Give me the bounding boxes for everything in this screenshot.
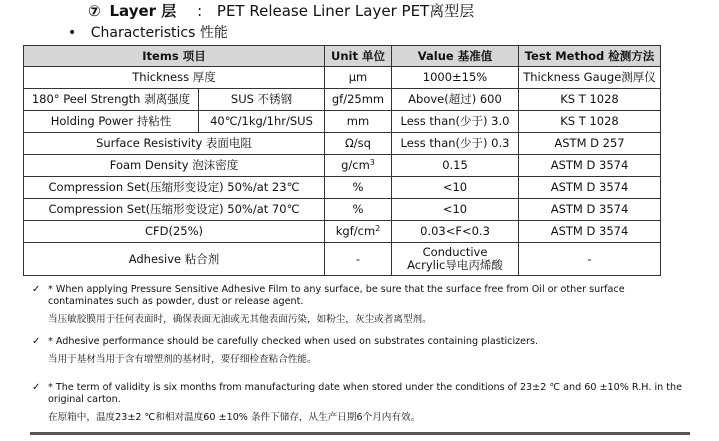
header-items: Items 项目 bbox=[24, 46, 325, 67]
value-cell: <10 bbox=[392, 177, 519, 199]
subheading-text: Characteristics 性能 bbox=[90, 25, 228, 41]
item-cell: 180° Peel Strength 剥离强度 bbox=[24, 89, 199, 111]
table-row bbox=[24, 199, 661, 221]
note-item bbox=[30, 284, 690, 336]
header-value: Value 基准值 bbox=[392, 46, 519, 67]
section-label: Layer 层 bbox=[109, 2, 177, 20]
item-cell: Thickness 厚度 bbox=[24, 67, 325, 89]
item-cell: Adhesive 粘合剂 bbox=[24, 243, 325, 276]
unit-text: g/cm bbox=[341, 158, 370, 172]
note-item bbox=[30, 382, 690, 428]
characteristics-table bbox=[23, 45, 661, 276]
section-number: ⑦ bbox=[88, 2, 101, 20]
method-cell: ASTM D 3574 bbox=[519, 177, 661, 199]
note-english: * The term of validity is six months from manufacturing date when stored under the conditions of 23±2 ℃ and 60 ±10% R.H. in the original carton. bbox=[48, 382, 682, 405]
unit-cell: gf/25mm bbox=[325, 89, 392, 111]
table-row bbox=[24, 89, 661, 111]
unit-cell: mm bbox=[325, 111, 392, 133]
method-cell: ASTM D 3574 bbox=[519, 199, 661, 221]
value-cell: 0.03<F<0.3 bbox=[392, 221, 519, 243]
table-header-row bbox=[24, 46, 661, 67]
method-cell: ASTM D 3574 bbox=[519, 155, 661, 177]
note-chinese: 当压敏胶膜用于任何表面时，确保表面无油或无其他表面污染，如粉尘，灰尘或者离型剂。 bbox=[48, 314, 432, 325]
value-line-2: Acrylic导电丙烯酸 bbox=[407, 258, 503, 272]
value-cell: Less than(少于) 0.3 bbox=[392, 133, 519, 155]
notes-section bbox=[30, 284, 690, 428]
value-line-1: Conductive bbox=[422, 245, 488, 259]
header-unit: Unit 单位 bbox=[325, 46, 392, 67]
method-cell: KS T 1028 bbox=[519, 111, 661, 133]
unit-cell: % bbox=[325, 199, 392, 221]
characteristics-subheading bbox=[68, 25, 228, 42]
note-english: * Adhesive performance should be carefully checked when used on substrates containing plasticizers. bbox=[48, 336, 539, 347]
bottom-divider bbox=[30, 432, 690, 435]
table-row bbox=[24, 155, 661, 177]
section-description: PET Release Liner Layer PET离型层 bbox=[216, 2, 475, 20]
table-row bbox=[24, 67, 661, 89]
value-cell: Less than(少于) 3.0 bbox=[392, 111, 519, 133]
unit-cell bbox=[325, 221, 392, 243]
section-heading bbox=[88, 2, 474, 20]
note-english: * When applying Pressure Sensitive Adhesive Film to any surface, be sure that the surface free from Oil or other surface contaminates such as powder, dust or release agent. bbox=[48, 284, 625, 307]
value-cell: Above(超过) 600 bbox=[392, 89, 519, 111]
unit-text: kgf/cm bbox=[335, 224, 376, 238]
value-cell: 1000±15% bbox=[392, 67, 519, 89]
item-cell: Holding Power 持粘性 bbox=[24, 111, 199, 133]
note-chinese: 在原箱中，温度23±2 ℃和相对温度60 ±10% 条件下储存，从生产日期6个月内有效。 bbox=[48, 412, 421, 423]
check-icon: ✓ bbox=[32, 382, 41, 393]
unit-cell: μm bbox=[325, 67, 392, 89]
item-cell: Compression Set(压缩形变设定) 50%/at 70℃ bbox=[24, 199, 325, 221]
unit-superscript: 2 bbox=[375, 224, 381, 233]
method-cell: KS T 1028 bbox=[519, 89, 661, 111]
item-sub-cell: SUS 不锈钢 bbox=[199, 89, 325, 111]
header-test-method: Test Method 检测方法 bbox=[519, 46, 661, 67]
table-row bbox=[24, 243, 661, 276]
table-row bbox=[24, 111, 661, 133]
method-cell: Thickness Gauge测厚仪 bbox=[519, 67, 661, 89]
unit-superscript: 3 bbox=[369, 158, 375, 167]
method-cell: ASTM D 3574 bbox=[519, 221, 661, 243]
unit-cell: Ω/sq bbox=[325, 133, 392, 155]
value-cell bbox=[392, 243, 519, 276]
item-sub-cell: 40℃/1kg/1hr/SUS bbox=[199, 111, 325, 133]
bullet-icon: • bbox=[68, 25, 77, 41]
method-cell: ASTM D 257 bbox=[519, 133, 661, 155]
value-cell: <10 bbox=[392, 199, 519, 221]
section-separator: : bbox=[197, 2, 203, 20]
check-icon: ✓ bbox=[32, 336, 41, 347]
unit-cell bbox=[325, 155, 392, 177]
check-icon: ✓ bbox=[32, 284, 41, 295]
value-cell: 0.15 bbox=[392, 155, 519, 177]
table-row bbox=[24, 177, 661, 199]
item-cell: CFD(25%) bbox=[24, 221, 325, 243]
item-cell: Compression Set(压缩形变设定) 50%/at 23℃ bbox=[24, 177, 325, 199]
item-cell: Foam Density 泡沫密度 bbox=[24, 155, 325, 177]
item-cell: Surface Resistivity 表面电阻 bbox=[24, 133, 325, 155]
table-row bbox=[24, 133, 661, 155]
table-row bbox=[24, 221, 661, 243]
note-chinese: 当用于基材当用于含有增塑剂的基材时，要仔细检查粘合性能。 bbox=[48, 354, 317, 365]
note-item bbox=[30, 336, 690, 382]
unit-cell: - bbox=[325, 243, 392, 276]
unit-cell: % bbox=[325, 177, 392, 199]
method-cell: - bbox=[519, 243, 661, 276]
